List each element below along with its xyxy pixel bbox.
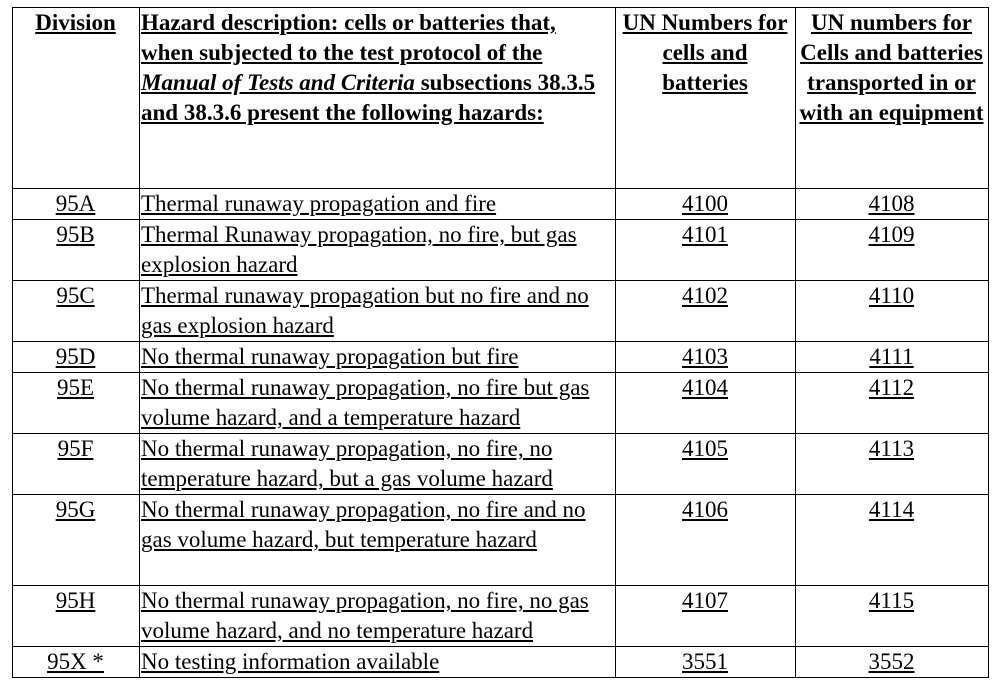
cell-hazard: No thermal runaway propagation, no fire but gas volume hazard, and a temperature hazard <box>140 373 616 434</box>
cell-hazard: Thermal Runaway propagation, no fire, but gas explosion hazard <box>140 220 616 281</box>
cell-un-cells: 4107 <box>616 586 796 647</box>
cell-un-equipment: 4112 <box>796 373 989 434</box>
table-body <box>13 189 989 678</box>
cell-un-cells: 4100 <box>616 189 796 220</box>
table-row <box>13 281 989 342</box>
table-row <box>13 434 989 495</box>
cell-un-equipment: 4110 <box>796 281 989 342</box>
table-row <box>13 342 989 373</box>
table-header <box>13 8 989 189</box>
cell-division: 95A <box>13 189 140 220</box>
table-row <box>13 373 989 434</box>
cell-un-cells: 4106 <box>616 495 796 586</box>
header-division: Division <box>13 8 140 189</box>
cell-hazard: No testing information available <box>140 647 616 678</box>
cell-un-equipment: 3552 <box>796 647 989 678</box>
cell-un-equipment: 4111 <box>796 342 989 373</box>
cell-division: 95G <box>13 495 140 586</box>
cell-un-cells: 3551 <box>616 647 796 678</box>
cell-hazard: No thermal runaway propagation, no fire, no temperature hazard, but a gas volume hazard <box>140 434 616 495</box>
cell-hazard: No thermal runaway propagation, no fire, no gas volume hazard, and no temperature hazard <box>140 586 616 647</box>
header-hazard-text-pre: Hazard description: cells or batteries that, when subjected to the test protocol of the <box>141 10 556 65</box>
cell-un-cells: 4101 <box>616 220 796 281</box>
table-row <box>13 495 989 586</box>
cell-un-equipment: 4113 <box>796 434 989 495</box>
table-row <box>13 647 989 678</box>
cell-division: 95B <box>13 220 140 281</box>
header-row <box>13 8 989 189</box>
cell-division: 95C <box>13 281 140 342</box>
cell-un-equipment: 4115 <box>796 586 989 647</box>
header-hazard-manual-title: Manual of Tests and Criteria <box>141 70 415 95</box>
header-hazard-description <box>140 8 616 189</box>
cell-hazard: Thermal runaway propagation but no fire and no gas explosion hazard <box>140 281 616 342</box>
cell-un-cells: 4104 <box>616 373 796 434</box>
cell-division: 95E <box>13 373 140 434</box>
table-row <box>13 586 989 647</box>
cell-un-cells: 4102 <box>616 281 796 342</box>
cell-hazard: No thermal runaway propagation but fire <box>140 342 616 373</box>
header-un-numbers-cells: UN Numbers for cells and batteries <box>616 8 796 189</box>
cell-un-equipment: 4108 <box>796 189 989 220</box>
table-row <box>13 189 989 220</box>
cell-un-cells: 4105 <box>616 434 796 495</box>
header-hazard-text-post: subsections 38.3.5 and 38.3.6 present the following hazards: <box>141 70 596 125</box>
cell-hazard: Thermal runaway propagation and fire <box>140 189 616 220</box>
cell-division: 95H <box>13 586 140 647</box>
cell-hazard: No thermal runaway propagation, no fire and no gas volume hazard, but temperature hazard <box>140 495 616 586</box>
cell-division: 95D <box>13 342 140 373</box>
table-row <box>13 220 989 281</box>
cell-un-equipment: 4109 <box>796 220 989 281</box>
cell-division: 95X * <box>13 647 140 678</box>
cell-un-cells: 4103 <box>616 342 796 373</box>
cell-un-equipment: 4114 <box>796 495 989 586</box>
hazard-division-table <box>12 7 989 678</box>
cell-division: 95F <box>13 434 140 495</box>
header-un-numbers-equipment: UN numbers for Cells and batteries transported in or with an equipment <box>796 8 989 189</box>
